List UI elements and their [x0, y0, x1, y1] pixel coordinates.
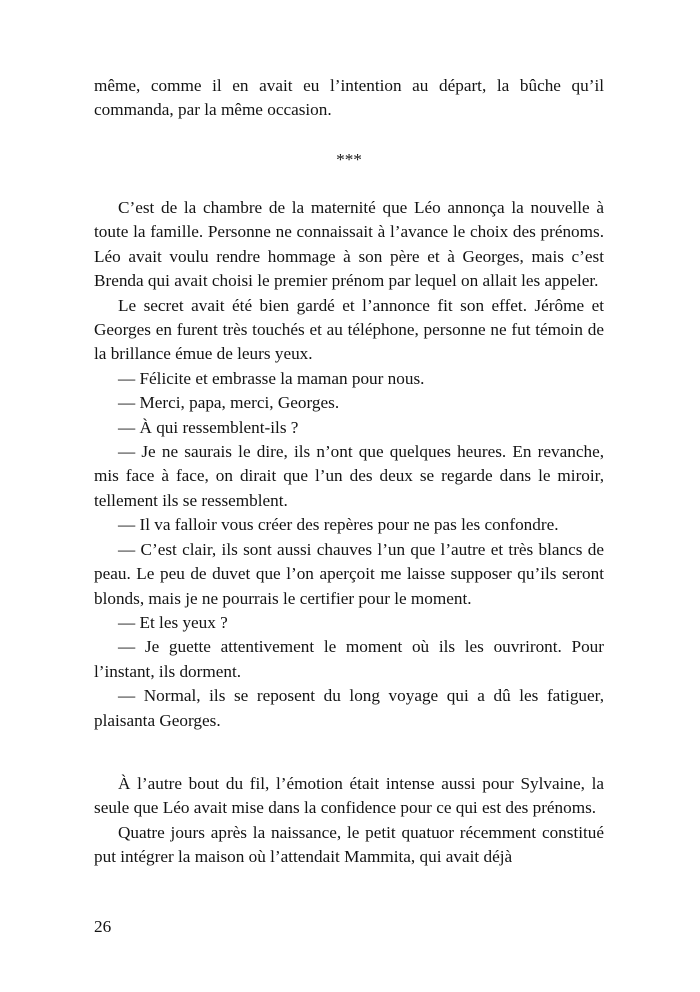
- section-1-text: [94, 196, 604, 733]
- paragraph: À l’autre bout du fil, l’émotion était intense aussi pour Sylvaine, la seule que Léo avait mise dans la confidence pour ce qui est des prénoms.: [94, 774, 604, 818]
- page-number: 26: [94, 917, 112, 936]
- dialogue-line: — Merci, papa, merci, Georges.: [118, 393, 340, 413]
- dialogue-line: — Je ne saurais le dire, ils n’ont que quelques heures. En revanche, mis face à face, on dirait que l’un des deux se regarde dans le miroir, tellement ils se ressemblent.: [94, 442, 604, 510]
- dialogue-line: — Je guette attentivement le moment où ils les ouvriront. Pour l’instant, ils dorment.: [94, 637, 604, 681]
- paragraph: même, comme il en avait eu l’intention au départ, la bûche qu’il commanda, par la même occasion.: [94, 76, 604, 120]
- paragraph: Quatre jours après la naissance, le petit quatuor récemment constitué put intégrer la maison où l’attendait Mammita, qui avait déjà: [94, 822, 604, 867]
- dialogue-line: — Il va falloir vous créer des repères pour ne pas les confondre.: [118, 515, 559, 535]
- paragraph: Le secret avait été bien gardé et l’annonce fit son effet. Jérôme et Georges en furent très touchés et au téléphone, personne ne fut témoin de la brillance émue de leurs yeux.: [94, 295, 604, 364]
- section-2-text: [94, 772, 604, 870]
- paragraph: C’est de la chambre de la maternité que Léo annonça la nouvelle à toute la famille. Personne ne connaissait à l’avance le choix des prénoms. Léo avait voulu rendre hommage à son père et à Georges, mais c’est Brenda qui avait choisi le premier prénom par lequel on allait les appeler.: [94, 198, 604, 291]
- dialogue-line: — Normal, ils se reposent du long voyage qui a dû les fatiguer, plaisanta Georges.: [94, 686, 604, 730]
- section-separator: ***: [336, 150, 362, 169]
- intro-text: [94, 74, 604, 123]
- dialogue-line: — C’est clair, ils sont aussi chauves l’un que l’autre et très blancs de peau. Le peu de duvet que l’on aperçoit me laisse supposer qu’ils seront blonds, mais je ne pourrais le certifier pour le moment.: [94, 539, 604, 608]
- dialogue-line: — À qui ressemblent-ils ?: [118, 417, 299, 437]
- dialogue-line: — Et les yeux ?: [118, 612, 228, 632]
- dialogue-line: — Félicite et embrasse la maman pour nous.: [118, 368, 425, 388]
